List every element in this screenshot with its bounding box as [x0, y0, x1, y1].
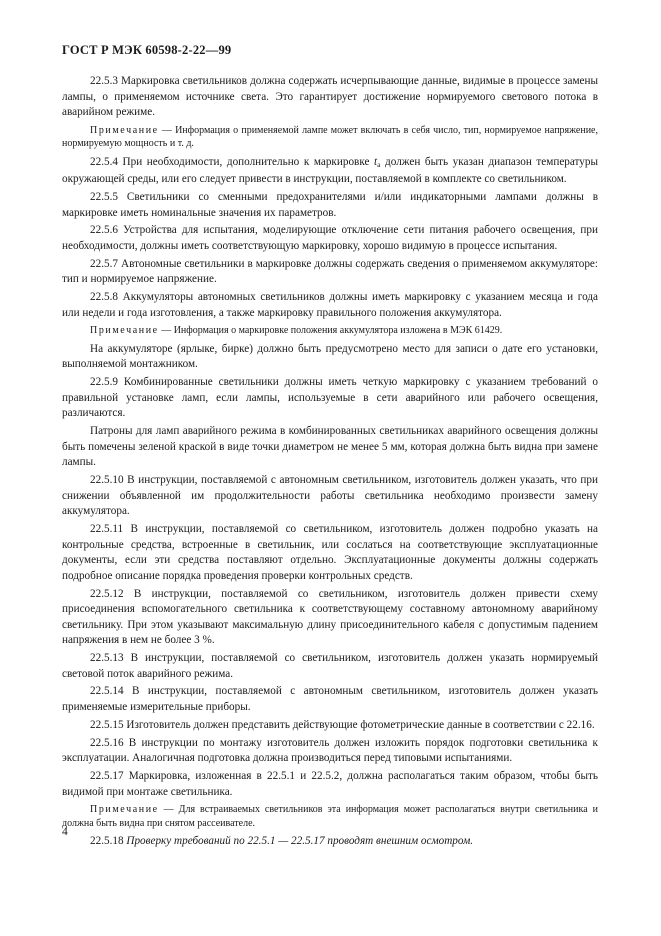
- paragraph-22-5-16: 22.5.16 В инструкции по монтажу изготовитель должен изложить порядок подготовки светильника к эксплуатации. Аналогичная подготовка должна производиться перед типовыми испытаниями.: [62, 736, 598, 765]
- paragraph-battery-label: На аккумуляторе (ярлыке, бирке) должно быть предусмотрено место для записи о дате его установки, выполняемой монтажником.: [62, 342, 598, 371]
- paragraph-22-5-3: 22.5.3 Маркировка светильников должна содержать исчерпывающие данные, видимые в процессе замены лампы, о применяемом источнике света. Это гарантирует достижение нормируемого светового потока в аварийном режиме.: [62, 75, 598, 119]
- note-battery-position: [62, 324, 598, 337]
- paragraph-22-5-4: [62, 155, 598, 188]
- note-lamp-info: [62, 124, 598, 151]
- note-label: Примечание: [90, 325, 159, 337]
- note-label: Примечание: [90, 124, 159, 136]
- paragraph-22-5-15: 22.5.15 Изготовитель должен представить действующие фотометрические данные в соответствии с 22.16.: [90, 718, 595, 731]
- paragraph-number: 22.5.18: [90, 835, 127, 847]
- paragraph-22-5-17: 22.5.17 Маркировка, изложенная в 22.5.1 и 22.5.2, должна располагаться таким образом, чтобы быть видимой при монтаже светильника.: [62, 770, 598, 798]
- paragraph-22-5-9: 22.5.9 Комбинированные светильники должны иметь четкую маркировку с указанием требований о правильной установке ламп, если лампы, используемые в сети аварийного или рабочего освещения, различаются.: [62, 376, 598, 420]
- symbol-t: t: [374, 155, 378, 168]
- note-text: — Информация о маркировке положения аккумулятора изложена в МЭК 61429.: [158, 325, 503, 337]
- paragraph-22-5-14: 22.5.14 В инструкции, поставляемой с автономным светильником, изготовитель должен указать применяемые измерительные приборы.: [62, 685, 598, 714]
- paragraph-22-5-6: 22.5.6 Устройства для испытания, моделирующие отключение сети питания рабочего освещения, при необходимости, должны иметь соответствующую маркировку, хорошо видимую в процессе испытания.: [62, 224, 598, 252]
- note-text: — Для встраиваемых светильников эта информация может располагаться внутри светильника и должна быть видна при снятом рассеивателе.: [62, 804, 598, 829]
- paragraph-text: должен быть указан диапазон температуры окружающей среды, или его следует привести в инструкции, поставляемой в комплекте со светильником.: [62, 155, 599, 186]
- note-label: Примечание: [90, 804, 159, 816]
- paragraph-22-5-13: 22.5.13 В инструкции, поставляемой со светильником, изготовитель должен указать нормируемый световой поток аварийного режима.: [62, 652, 598, 680]
- note-text: — Информация о применяемой лампе может включать в себя число, тип, нормируемое напряжение, нормируемую мощность и т. д.: [62, 124, 598, 150]
- paragraph-emergency-sockets: Патроны для ламп аварийного режима в комбинированных светильниках аварийного освещения должны быть помечены зеленой краской в виде точки диаметром не менее 5 мм, которая должна быть видна при замене лампы.: [62, 425, 598, 469]
- standard-header: ГОСТ Р МЭК 60598-2-22—99: [62, 43, 232, 57]
- paragraph-22-5-5: 22.5.5 Светильники со сменными предохранителями и/или индикаторными лампами должны в маркировке иметь номинальные значения их параметров.: [62, 190, 598, 219]
- document-body: [62, 74, 598, 852]
- paragraph-22-5-12: 22.5.12 В инструкции, поставляемой со светильником, изготовитель должен привести схему присоединения вспомогательного светильника к соответствующему составному автономному аварийному светильнику. При этом указывают максимальную длину присоединительного кабеля с допустимым падением напряжения в нем не более 3 %.: [62, 587, 598, 647]
- note-built-in-luminaires: [62, 803, 598, 830]
- paragraph-text-italic: Проверку требований по 22.5.1 — 22.5.17 проводят внешним осмотром.: [126, 835, 474, 847]
- paragraph-22-5-18: [62, 834, 598, 850]
- paragraph-22-5-7: 22.5.7 Автономные светильники в маркировке должны содержать сведения о применяемом аккумуляторе: тип и нормируемое напряжение.: [62, 257, 598, 286]
- paragraph-22-5-11: 22.5.11 В инструкции, поставляемой со светильником, изготовитель должен подробно указать на контрольные средства, встроенные в светильник, или сослаться на соответствующие эксплуатационные документы, если эти средства поставляют отдельно. Эксплуатационные документы должны содержать подробное описание порядка проведения проверки контрольных средств.: [62, 522, 598, 582]
- paragraph-22-5-8: 22.5.8 Аккумуляторы автономных светильников должны иметь маркировку с указанием месяца и года или недели и года изготовления, а также маркировку правильного положения аккумулятора.: [62, 291, 598, 319]
- page-number: 4: [62, 826, 68, 838]
- symbol-subscript: a: [377, 159, 381, 169]
- paragraph-text: 22.5.4 При необходимости, дополнительно к маркировке: [90, 155, 375, 168]
- paragraph-22-5-10: 22.5.10 В инструкции, поставляемой с автономным светильником, изготовитель должен указать, что при снижении объявленной им продолжительности работы светильника необходимо произвести замену аккумулятора.: [62, 474, 598, 518]
